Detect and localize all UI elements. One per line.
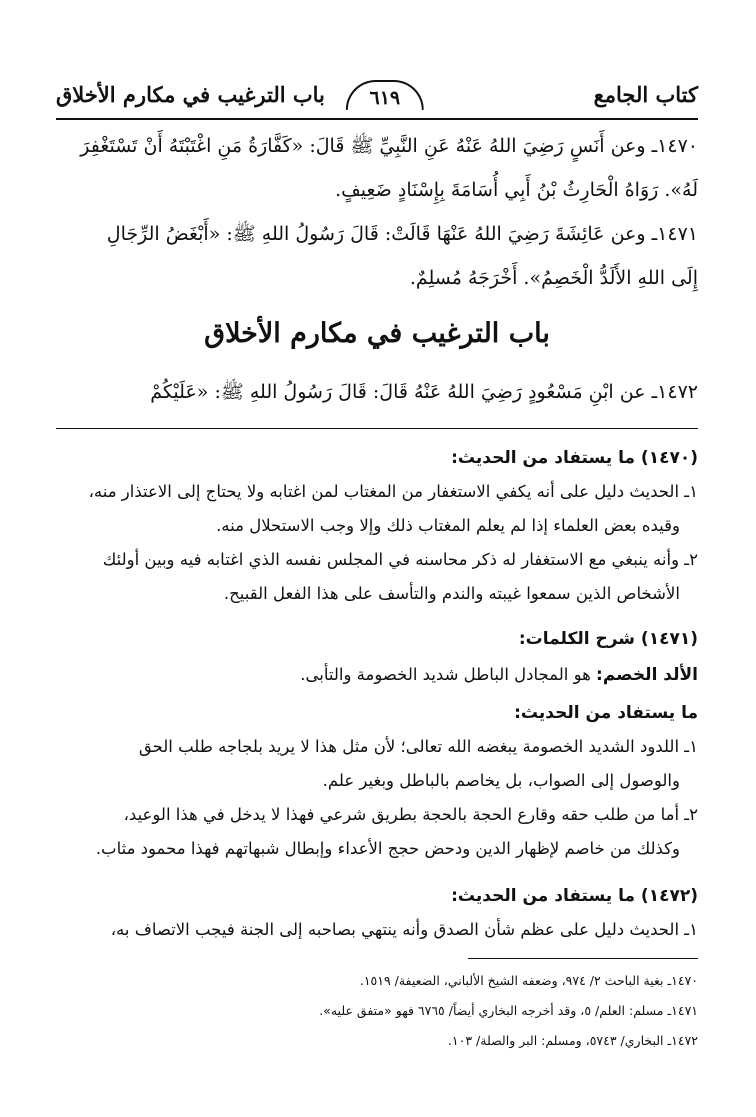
hadith-line: إِلَى اللهِ الأَلَدُّ الْخَصِمُ». أَخْرَجَهُ مُسلِمٌ.: [409, 267, 698, 289]
book-title: كتاب الجامع: [593, 82, 698, 107]
hadith-1472: [56, 370, 698, 414]
section-heading: (١٤٧٠) ما يستفاد من الحديث:: [451, 448, 698, 468]
commentary-1470: [56, 444, 698, 608]
term-definition: هو المجادل الباطل شديد الخصومة والتأبى.: [300, 665, 591, 684]
footnote: ١٤٧١ـ مسلم: العلم/ ٥، وقد أخرجه البخاري أيضاً/ ٦٧٦٥ فهو «متفق عليه».: [319, 1003, 698, 1018]
page-number: ٦١٩: [346, 80, 424, 110]
footnote-divider: [468, 958, 698, 959]
list-item: ١ـ الحديث دليل على عظم شأن الصدق وأنه ينتهي بصاحبه إلى الجنة فيجب الاتصاف به،: [110, 920, 698, 939]
chapter-running-title: باب الترغيب في مكارم الأخلاق: [56, 82, 325, 107]
chapter-title: باب الترغيب في مكارم الأخلاق: [204, 318, 550, 349]
main-text-divider: [56, 428, 698, 429]
list-item-continuation: وكذلك من خاصم لإظهار الدين ودحض حجج الأعداء وإبطال شبهاتهم فهذا محمود مثاب.: [95, 839, 680, 858]
hadith-line: ١٤٧٠ـ وعن أَنَسٍ رَضِيَ اللهُ عَنْهُ عَنِ النَّبِيِّ ﷺ قَالَ: «كَفَّارَةُ مَنِ اغْتَبْتَهُ أَنْ تَسْتَغْفِرَ: [80, 135, 698, 157]
list-item-continuation: الأشخاص الذين سمعوا غيبته والندم والتأسف على هذا الفعل القبيح.: [223, 584, 680, 603]
list-item: ٢ـ وأنه ينبغي مع الاستغفار له ذكر محاسنه في المجلس نفسه الذي اغتابه فيه وبين أولئك: [102, 550, 698, 569]
commentary-1472: [56, 882, 698, 944]
word-definition: [56, 661, 698, 689]
list-item: ١ـ الحديث دليل على أنه يكفي الاستغفار من المغتاب لمن اغتابه ولا يحتاج إلى الاعتذار منه،: [88, 482, 698, 501]
footnotes: [56, 966, 698, 1056]
defined-term: الألد الخصم:: [596, 665, 698, 685]
hadith-line: ١٤٧٢ـ عن ابْنِ مَسْعُودٍ رَضِيَ اللهُ عَنْهُ قَالَ: قَالَ رَسُولُ اللهِ ﷺ: «عَلَيْكُمْ: [150, 381, 698, 403]
hadith-line: لَهُ». رَوَاهُ الْحَارِثُ بْنُ أَبِي أُسَامَةَ بِإِسْنَادٍ ضَعِيفٍ.: [335, 179, 698, 201]
list-item: ١ـ اللدود الشديد الخصومة يبغضه الله تعالى؛ لأن مثل هذا لا يريد بلجاجه طلب الحق: [138, 737, 698, 756]
footnote: ١٤٧٢ـ البخاري/ ٥٧٤٣، ومسلم: البر والصلة/ ١٠٣.: [447, 1033, 698, 1048]
list-item-continuation: وقيده بعض العلماء إذا لم يعلم المغتاب ذلك وإلا وجب الاستحلال منه.: [216, 516, 680, 535]
section-heading: (١٤٧١) شرح الكلمات:: [518, 629, 698, 649]
footnote: ١٤٧٠ـ بغية الباحث ٢/ ٩٧٤، وضعفه الشيخ الألباني، الضعيفة/ ١٥١٩.: [359, 973, 698, 988]
section-heading: (١٤٧٢) ما يستفاد من الحديث:: [451, 886, 698, 906]
list-item: ٢ـ أما من طلب حقه وقارع الحجة بالحجة بطريق شرعي فهذا لا يدخل في هذا الوعيد،: [123, 805, 698, 824]
hadith-1471: [56, 212, 698, 300]
running-head: [56, 78, 698, 120]
hadith-line: ١٤٧١ـ وعن عَائِشَةَ رَضِيَ اللهُ عَنْهَا قَالَتْ: قَالَ رَسُولُ اللهِ ﷺ: «أَبْغَضُ الرِّجَالِ: [106, 223, 698, 245]
hadith-1470: [56, 124, 698, 212]
section-heading: ما يستفاد من الحديث:: [514, 703, 698, 723]
commentary-1471: [56, 625, 698, 863]
list-item-continuation: والوصول إلى الصواب، بل يخاصم بالباطل وبغير علم.: [322, 771, 680, 790]
